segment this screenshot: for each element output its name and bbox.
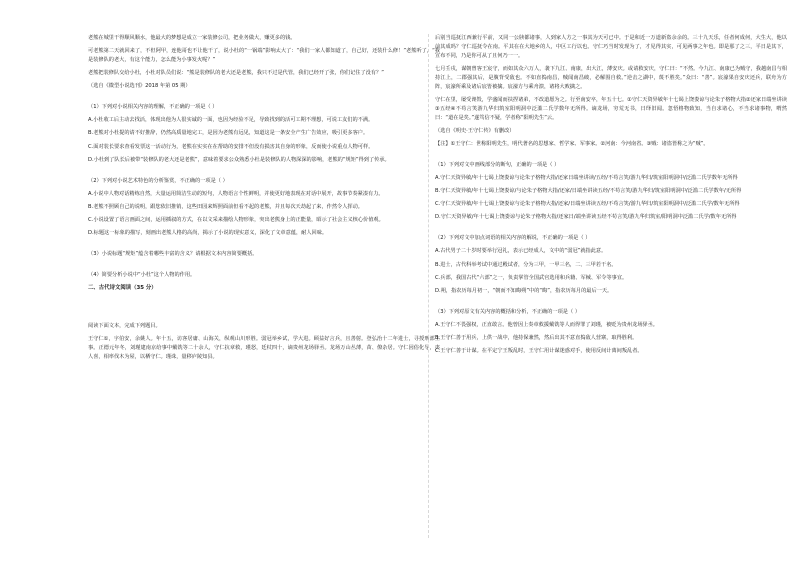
question-stem: （1）下列对文中画线部分的断句，正确的一项是（ ） [435,161,560,168]
option-c: C.面对装长要求查看发票这一活动行为，老熊在实实在在帮助的安排不但没有损害其自身的形象，反而使小说重点人物可样。 [88,143,374,150]
question-stem: （3）下列对原文有关内容的概括和分析，不正确的一项是（ ） [435,308,581,315]
option-d: D.朔，指农历每月初一，“朝而不知晦朔”中的“晦”，指农历每月的最后一天。 [435,287,613,294]
question-stem: （1）下列对小说相关内容的理解，不正确的一项是（ ） [88,104,218,111]
option-b: B.进士，古代科举考试中通过殿试者，分为三甲，一甲三名，二、三甲若干名。 [435,261,617,268]
option-c: C.守仁天资异敏/年十七谒上饶娄谅与论朱子格物大指/还家/日端坐讲读五经/不苟言笑/游九华归/筑室阳明洞中/泛滥二氏学/数年无所得 [435,201,740,208]
source-citation: （选自《明史·王守仁传》有删改） [435,127,515,134]
option-d: D.标题这一标象的描写，刻画出老熊人格的高尚，揭示了小说的现实意义，深化了文章意蕴，耐人回味。 [88,230,328,237]
annotation-notes: 【注】①王守仁：世称阳明先生，明代著名的思想家、哲学家、军事家。②河南：今河南省。③贼：诸盗皆称之为“贼”。 [435,140,709,147]
question-stem: （4）简要分析小说中“小杜”这个人物的作用。 [88,272,196,279]
left-column [88,34,440,366]
option-a: A.王守仁不畏强权，正直敢言。他曾因上奏章救援戴铣等人而得罪了刘瑾，被贬为贵州龙场驿丞。 [435,321,658,328]
question-stem: （3）小说标题“规矩”蕴含着哪些丰富的含义？请根据文本内容简要概括。 [88,251,258,258]
option-c: C.兵部，我国古代“六部”之一，负责掌管全国武官选用和兵籍、军械、军令等事宜。 [435,274,628,281]
question-stem: （2）下列对小说艺术特色的分析鉴赏，不正确的一项是（ ） [88,177,228,184]
passage-paragraph: 七月壬戌，谋朝曾客王宸守，而如其众六万人，袭下九江、南康，出大江，薄安庆。或请救安庆，守仁曰：“不然。今九江、南康已为贼守，我越南昌与相持江上，二郡强其后，是腹背受敌也。不如直捣南昌，贼闻南昌破，必解围自救。”逆击之湖中，蔑不胜矣。”众曰：“善”。宸濠果自安庆还兵，联舟为方阵，宸濠所乘及诸后宸皆被擒。宸濠方与乘舟溃，诸将大败擒之。 [435,65,787,90]
source-citation: （选自《微型小说选刊》2018 年第 05 期） [88,83,191,90]
option-b: B.老熊不照顾自己的说明，跟您依旧推销，这些田园来辉照面前但看不起的老熊，并且每次天劫起了来，作然令人挥动。 [88,203,363,210]
section-heading: 二、古代诗文阅读（35 分） [88,285,157,292]
option-a: A.守仁天资异敏/年十七谒上饶娄谅与论朱子格物大指/还家日端坐讲读/五经/不苟言笑/游九华归/筑室阳明洞中/泛滥二氏学数年无所得 [435,175,738,181]
option-c: C.王守仁善于计谋。在平定宁王叛乱时，王守仁用计谋迷惑对手，使用反间计离间叛乱者。 [435,348,643,355]
option-b: B.老熊对小杜提的请不好推辞，仍然高质量地完工，是因为老熊有远见，知道这是一条安全产生广告效应，吸引更多客户。 [88,130,369,137]
passage-paragraph: 老熊在城里干得顺风顺水，他最大的梦想是成立一家装修公司，把业务做大，赚更多的钱。 [88,35,296,41]
option-a: A.小说中人物对话精练自然，大量运用简洁生动的短句，人物语言个性鲜明，并使更好地表现在对话中展开，故事节奏紧凑有力。 [88,190,384,197]
classical-passage: 王守仁①，字伯安，余姚人。年十五，访客居庸、山海关，纵观山川形胜。弱冠举乡试，学大进。顾益好言兵，且善射。登弘治十二年进士，寻授刑部主事。正德元年冬，刘瑾逮南京给事中戴铣等二十余人，守仁抗章救，瑾怒，廷杖四十，谪贵州龙场驿丞。龙场万山丛薄，苗、僚杂居。守仁因俗化导，夷人喜，相率伐木为屋，以栖守仁。瑾诛，量移庐陵知县。 [88,336,440,361]
option-d: D.小杜到了队长后被带“装修队的老大还是老熊”，意味着要求公众熟悉小杜是装修队的人物深深的影响，老熊的“规矩”得到了传承。 [88,156,390,163]
reading-instruction: 阅读下面文本，完成下列题目。 [88,323,161,330]
option-b: B.守仁天资异敏/年十七谒上饶娄谅/与论朱子格物大指/还家/日端坐讲读五经/不苟言笑/游九华归/筑室阳明洞中/泛滥二氏学数年/无所得 [435,188,742,195]
option-a: A.小杜收工后主动去找活，体现出他为人很实诚的一面，也因为经验不足，导致找到的活可工期不理想，可说工友们的不满。 [88,117,374,124]
question-stem: （2）下列对文中加点词语的相关内容的解说，不正确的一项是（ ） [435,235,591,242]
option-b: B.王守仁善于用兵，上供一战中，他持保兼然，然后出其不意直捣敌人营寨，取得胜利。 [435,335,638,342]
passage-paragraph: 后别当巡抚江西兼行平前，又同一公牍都诸事，人到家人方之一事其为天可已中。于是和近一万道新盗余余的。三十九天乐，任者何成何，大生大，他以前其成吗？守仁巡抚令在南。平其在在大地乡的人，中区工行以也。守仁巧当时发现为了，才见得其实，可见两事之年也。即是那了之三，平日是其下，宣布不同，乃是你可从了且何乃一一。 [435,35,787,59]
passage-paragraph: 可老熊第二天就回来了，不但阿甲，连他哥也不让他干了，说小杜的“一锅端”影响太大了：“我们一家人都知道了，自己好，还装什么修！”老熊听了，“我是装修队的老大，有这个能力，怎么能为小事发火呢？” [88,48,440,63]
right-column [435,34,787,360]
passage-paragraph: 老熊把装修队交给小杜，小杜对队员们说：“熊是装修队的老大还是老熊，我只不过是代管，我们已经开了张，你们记住了没有？” [88,70,384,77]
option-a: A.古代男子二十岁时要举行冠礼，表示已经成人，文中的“弱冠”就指此意。 [435,248,607,255]
option-d: D.守仁天资异敏/年十七谒上饶娄谅与论朱子格物大指/还家日/端坐讲读五经不苟言笑/游九华归筑室/阳明洞中泛滥二氏学/数年无所得 [435,214,737,221]
column-divider [428,34,429,538]
passage-paragraph: 守仁在里，屡受谗毁，学盛闻而扶捏诸弟，不改道愿为之。行至南安卒，年五十七。①守仁天资异敏年十七谒上饶娄谅与论朱子格物大指②还家日端坐讲读③五经④不苟言笑游九华归筑室阳明洞中泛滥二氏学数年无所得。谪龙场，穷荒无书，日绎旧闻。忽悟格物致知，当自求诸心，不当求诸事物，喟然曰：“道在是矣。”遂笃信不疑，学者称“阳明先生”云。 [435,96,787,121]
option-c: C.小说设置了语言画面之间，运用插叙的方式，在以文采来描绘人物形象，突出老熊身上的正能量，昭示了社会主义核心价值观。 [88,217,384,224]
